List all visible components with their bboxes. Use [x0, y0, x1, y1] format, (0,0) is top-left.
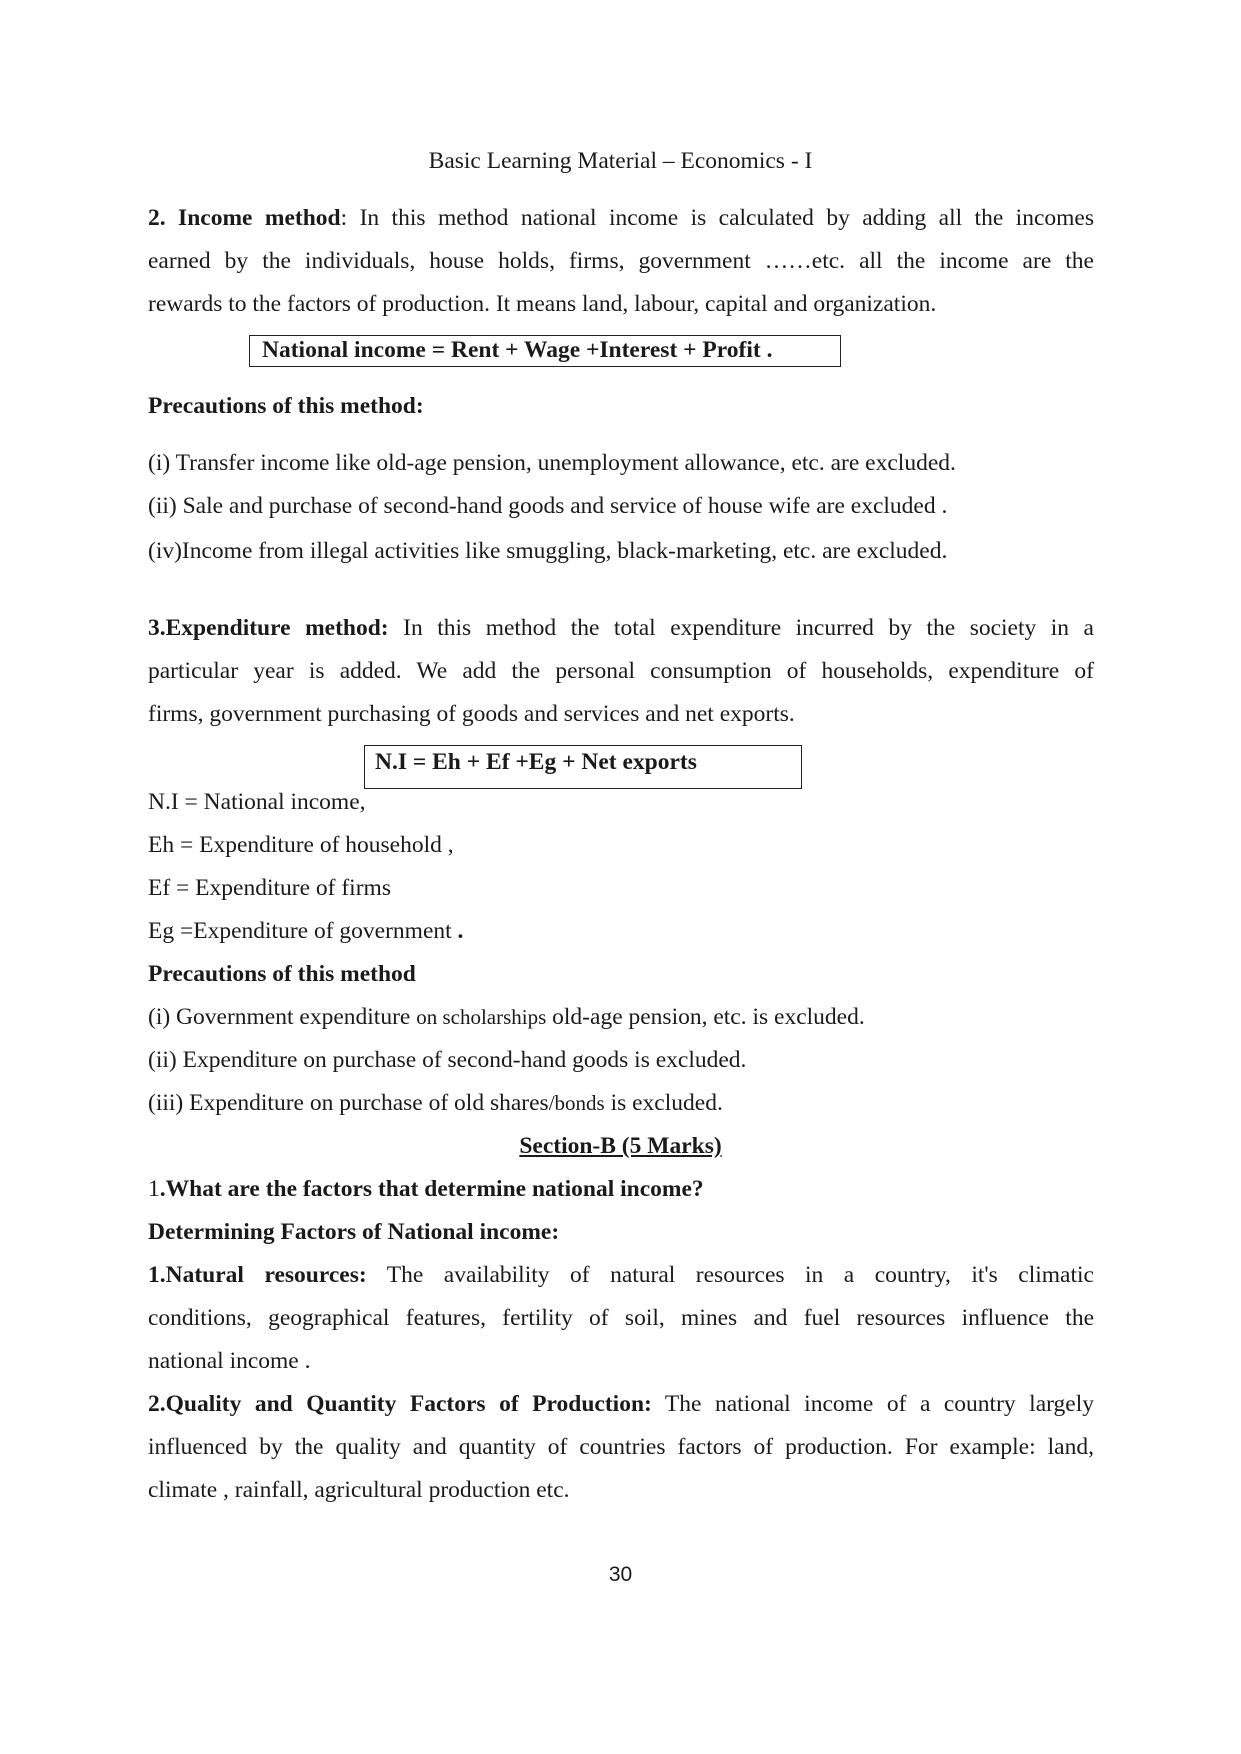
- expenditure-formula: N.I = Eh + Ef +Eg + Net exports: [375, 749, 697, 775]
- expenditure-precaution-1-b: on scholarships: [416, 1005, 547, 1029]
- definition-eg: [148, 918, 463, 945]
- expenditure-precautions-heading-text: Precautions of this method: [148, 961, 416, 987]
- factor-2-line-1: [148, 1391, 1094, 1418]
- page-header: [0, 148, 1241, 175]
- factor-2-line-2: influenced by the quality and quantity of countries factors of production. For example: land,: [148, 1434, 1094, 1460]
- factor-1-text-1: The availability of natural resources in a country, it's climatic: [366, 1262, 1094, 1288]
- factor-2-line-3: climate , rainfall, agricultural production etc.: [148, 1477, 570, 1503]
- determining-factors-heading: [148, 1219, 559, 1246]
- expenditure-precaution-1-c: old-age pension, etc. is excluded.: [546, 1004, 865, 1030]
- factor-1-title: 1.Natural resources:: [148, 1262, 367, 1288]
- expenditure-precaution-1: [148, 1004, 865, 1031]
- income-method-line-2: earned by the individuals, house holds, firms, government ……etc. all the income are the: [148, 248, 1094, 274]
- expenditure-method-title: 3.Expenditure method:: [148, 615, 389, 641]
- page-number: 30: [608, 1563, 633, 1586]
- definition-eg-text: Eg =Expenditure of government: [148, 918, 452, 944]
- factor-2-text-1: The national income of a country largely: [651, 1391, 1094, 1417]
- expenditure-method-line-3: firms, government purchasing of goods and services and net exports.: [148, 701, 795, 727]
- definition-eh: Eh = Expenditure of household ,: [148, 832, 454, 858]
- income-formula: National income = Rent + Wage +Interest + Profit .: [262, 337, 773, 363]
- factor-1-line-3: national income .: [148, 1348, 311, 1374]
- section-b-heading-text: Section-B (5 Marks): [519, 1133, 722, 1159]
- factor-1-line-1: [148, 1262, 1094, 1289]
- income-precautions-heading-text: Precautions of this method:: [148, 393, 424, 419]
- income-method-line-3: rewards to the factors of production. It means land, labour, capital and organization.: [148, 291, 937, 317]
- factor-2-title: 2.Quality and Quantity Factors of Production:: [148, 1391, 652, 1417]
- section-b-question: [148, 1176, 704, 1203]
- expenditure-precaution-3-c: is excluded.: [604, 1090, 723, 1116]
- expenditure-precaution-1-a: (i) Government expenditure: [148, 1004, 417, 1030]
- expenditure-precautions-heading: [148, 961, 416, 988]
- header-text: Basic Learning Material – Economics - I: [428, 148, 813, 174]
- expenditure-precaution-2: (ii) Expenditure on purchase of second-hand goods is excluded.: [148, 1047, 747, 1073]
- income-precaution-3: (iv)Income from illegal activities like smuggling, black-marketing, etc. are excluded.: [148, 538, 948, 564]
- section-b-heading: [0, 1133, 1241, 1160]
- income-precautions-heading: [148, 393, 424, 420]
- definition-eg-dot: .: [457, 918, 464, 944]
- factor-1-line-2: conditions, geographical features, fertility of soil, mines and fuel resources influence the: [148, 1305, 1094, 1331]
- expenditure-method-line-2: particular year is added. We add the personal consumption of households, expenditure of: [148, 658, 1094, 684]
- income-method-line-1: [148, 205, 1094, 232]
- expenditure-method-line-1: [148, 615, 1094, 642]
- income-precaution-1: (i) Transfer income like old-age pension, unemployment allowance, etc. are excluded.: [148, 450, 956, 476]
- determining-factors-heading-text: Determining Factors of National income:: [148, 1219, 560, 1245]
- expenditure-precaution-3-b: /bonds: [548, 1091, 605, 1115]
- income-method-text-1: : In this method national income is calculated by adding all the incomes: [340, 205, 1094, 231]
- definition-ef: Ef = Expenditure of firms: [148, 875, 391, 901]
- expenditure-formula-box: [364, 745, 802, 789]
- expenditure-method-text-1: In this method the total expenditure incurred by the society in a: [388, 615, 1094, 641]
- income-method-title: 2. Income method: [148, 205, 341, 231]
- definition-ni: N.I = National income,: [148, 789, 366, 815]
- question-text: .What are the factors that determine national income?: [159, 1176, 704, 1202]
- income-precaution-2: (ii) Sale and purchase of second-hand goods and service of house wife are excluded .: [148, 493, 948, 519]
- income-formula-box: [249, 335, 841, 367]
- expenditure-precaution-3-a: (iii) Expenditure on purchase of old shares: [148, 1090, 549, 1116]
- expenditure-precaution-3: [148, 1090, 723, 1117]
- question-number: 1: [148, 1176, 160, 1202]
